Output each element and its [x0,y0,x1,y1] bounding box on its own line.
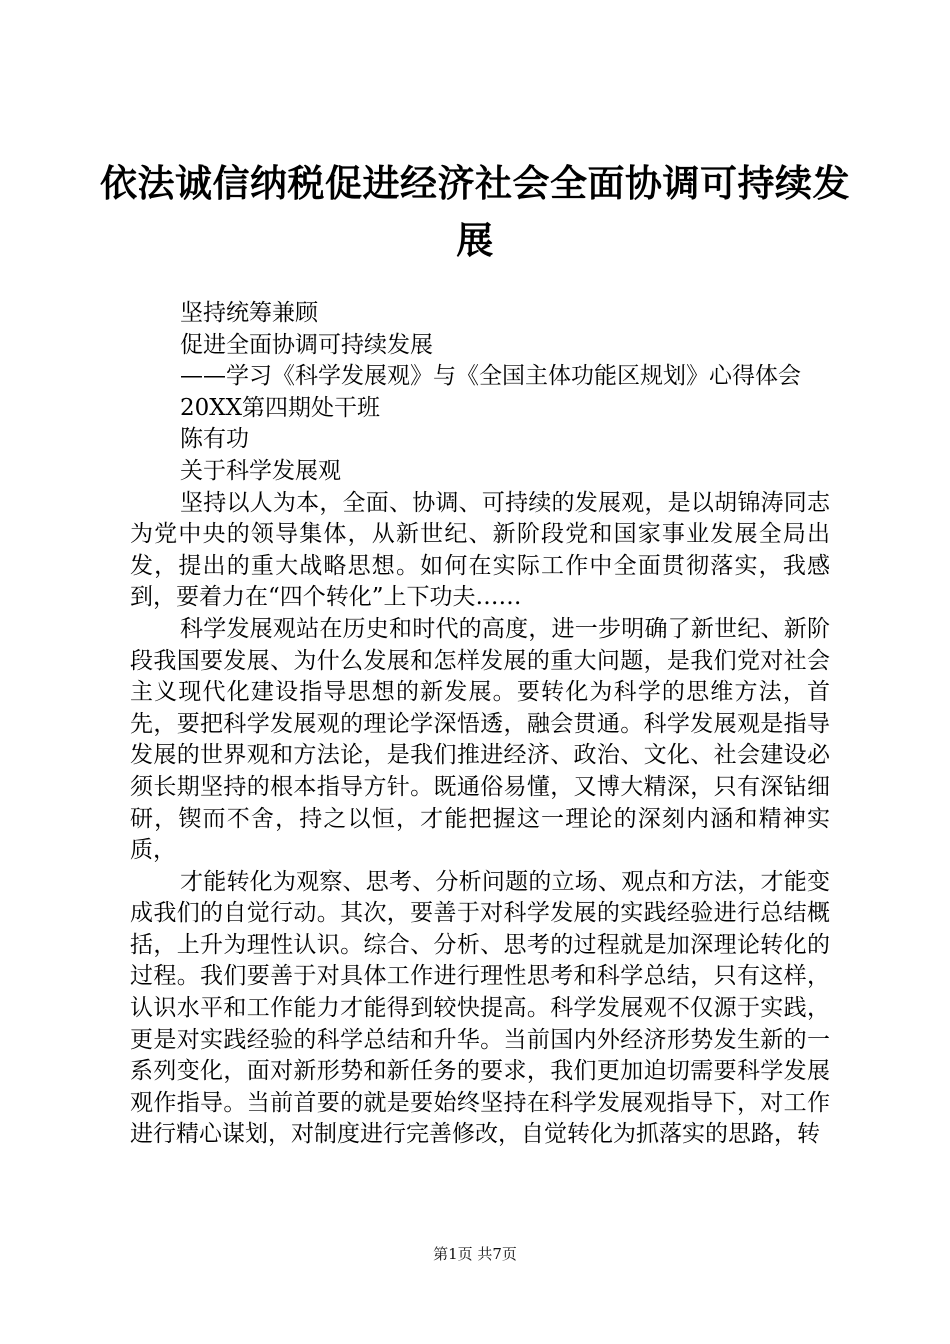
page-number-footer: 第1页 共7页 [433,1245,517,1263]
paragraph-subtitle-1: 坚持统筹兼顾 [180,300,318,326]
paragraph-author: 陈有功 [180,426,249,453]
paragraph-body-2: 科学发展观站在历史和时代的高度，进一步明确了新世纪、新阶段我国要发展、为什么发展和怎样发展的重大问题，是我们党对社会主义现代化建设指导思想的新发展。要转化为科学的思维方法，首先，要把科学发展观的理论学深悟透，融会贯通。科学发展观是指导发展的世界观和方法论，是我们推进经济、政治、文化、社会建设必须长期坚持的根本指导方针。既通俗易懂，又博大精深，只有深钻细研，锲而不舍，持之以恒，才能把握这一理论的深刻内涵和精神实质， [130,615,830,864]
document-body [130,298,830,1151]
paragraph-subtitle-3: ——学习《科学发展观》与《全国主体功能区规划》心得体会 [180,363,801,390]
paragraph-class-name: 20XX第四期处干班 [180,394,381,421]
document-title: 依法诚信纳税促进经济社会全面协调可持续发展 [100,162,850,262]
paragraph-section-heading: 关于科学发展观 [180,457,341,484]
paragraph-subtitle-2: 促进全面协调可持续发展 [180,331,433,358]
paragraph-body-1: 坚持以人为本，全面、协调、可持续的发展观，是以胡锦涛同志为党中央的领导集体，从新世纪、新阶段党和国家事业发展全局出发，提出的重大战略思想。如何在实际工作中全面贯彻落实，我感到，要着力在“四个转化”上下功夫…… [130,489,830,611]
paragraph-body-3: 才能转化为观察、思考、分析问题的立场、观点和方法，才能变成我们的自觉行动。其次，要善于对科学发展的实践经验进行总结概括，上升为理性认识。综合、分析、思考的过程就是加深理论转化的过程。我们要善于对具体工作进行理性思考和科学总结，只有这样，认识水平和工作能力才能得到较快提高。科学发展观不仅源于实践，更是对实践经验的科学总结和升华。当前国内外经济形势发生新的一系列变化，面对新形势和新任务的要求，我们更加迫切需要科学发展观作指导。当前首要的就是要始终坚持在科学发展观指导下，对工作进行精心谋划，对制度进行完善修改，自觉转化为抓落实的思路，转 [130,868,830,1148]
